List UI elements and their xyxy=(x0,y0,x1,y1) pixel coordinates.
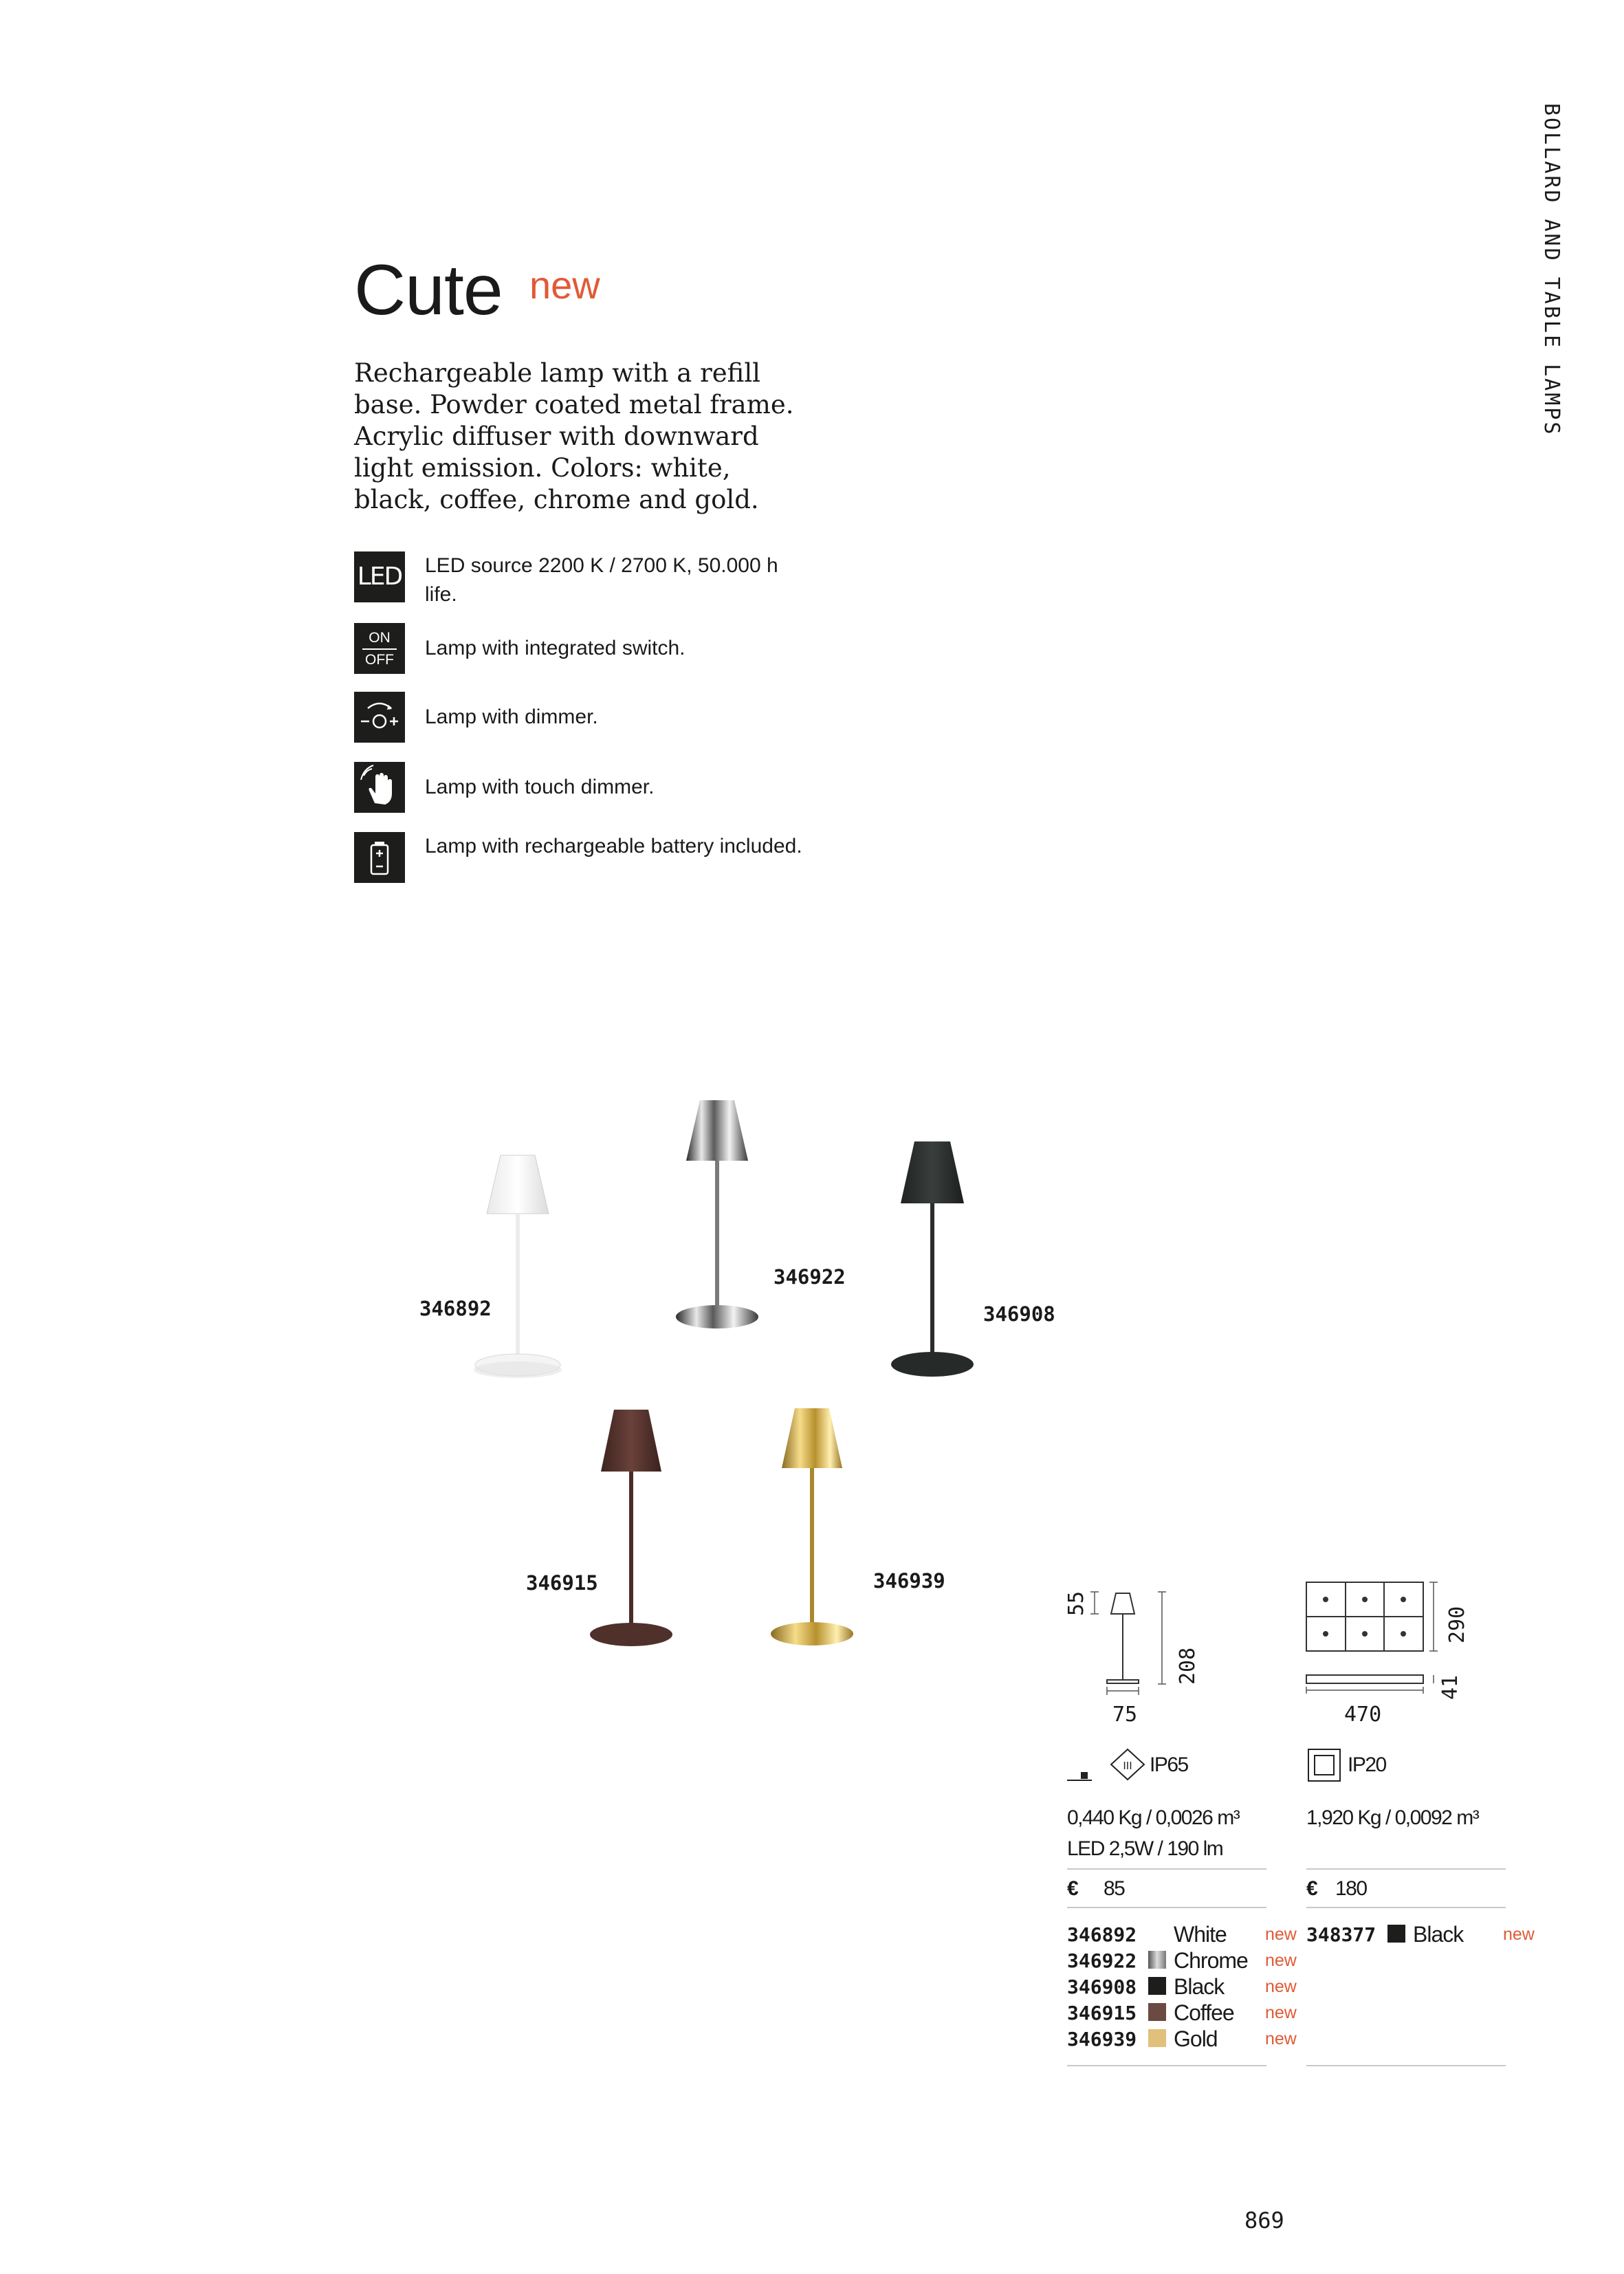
on-off-icon xyxy=(354,623,405,674)
svg-text:III: III xyxy=(1123,1760,1132,1772)
variant-new-badge: new xyxy=(1265,1951,1297,1970)
dim-shade-height: 55 xyxy=(1064,1590,1088,1616)
variant-color: Chrome xyxy=(1174,1948,1248,1973)
dim-base-thickness: 41 xyxy=(1438,1674,1462,1700)
lamp-chrome xyxy=(676,1100,758,1329)
feature-text: Lamp with touch dimmer. xyxy=(425,776,655,798)
led-icon xyxy=(354,551,405,602)
product-code-white: 346892 xyxy=(419,1297,492,1320)
divider xyxy=(1306,1907,1506,1908)
new-badge: new xyxy=(529,263,600,307)
lamp-variant-list xyxy=(1067,1922,1301,2059)
feature-touch-dimmer xyxy=(354,762,835,817)
variant-color: Black xyxy=(1174,1974,1225,1999)
product-code-coffee: 346915 xyxy=(526,1571,598,1595)
variant-color: Coffee xyxy=(1174,2000,1234,2025)
color-swatch-white xyxy=(1148,1925,1166,1943)
variant-new-badge: new xyxy=(1265,2029,1297,2048)
variant-code: 348377 xyxy=(1306,1923,1376,1946)
color-swatch-black xyxy=(1387,1925,1405,1943)
base-ip-rating: IP20 xyxy=(1348,1753,1386,1776)
lamp-power: LED 2,5W / 190 lm xyxy=(1067,1837,1223,1860)
list-item xyxy=(1067,1922,1301,1948)
base-weight-volume: 1,920 Kg / 0,0092 m³ xyxy=(1306,1806,1479,1829)
variant-new-badge: new xyxy=(1265,1925,1297,1944)
feature-battery xyxy=(354,832,835,887)
dim-base-height: 290 xyxy=(1445,1606,1469,1643)
list-item xyxy=(1306,1922,1540,1948)
page-title: Cute xyxy=(354,250,503,330)
lamp-coffee xyxy=(590,1410,672,1646)
dim-base-width: 470 xyxy=(1344,1703,1382,1727)
feature-text: Lamp with dimmer. xyxy=(425,706,598,728)
lamp-price-currency: € xyxy=(1067,1877,1078,1900)
section-label xyxy=(1540,103,1568,529)
dim-total-height: 208 xyxy=(1176,1647,1200,1685)
lamp-gold xyxy=(771,1408,853,1646)
variant-color: Black xyxy=(1413,1922,1464,1947)
lamp-black xyxy=(891,1141,974,1377)
product-description: Rechargeable lamp with a refill base. Powder coated metal frame. Acrylic diffuser with downward light emission. Colors: white, black, coffee, chrome and gold. xyxy=(354,358,794,514)
feature-dimmer xyxy=(354,692,835,747)
base-price: 180 xyxy=(1335,1877,1367,1900)
lamp-price: 85 xyxy=(1104,1877,1125,1900)
divider xyxy=(1067,2065,1266,2066)
variant-color: White xyxy=(1174,1922,1227,1947)
feature-text: LED source 2200 K / 2700 K, 50.000 h life. xyxy=(425,554,778,606)
divider xyxy=(1067,1868,1266,1870)
list-item xyxy=(1067,2026,1301,2053)
base-price-currency: € xyxy=(1306,1877,1317,1900)
product-photos xyxy=(413,1100,1100,1685)
color-swatch-black xyxy=(1148,1977,1166,1995)
dim-base-width: 75 xyxy=(1112,1703,1138,1727)
feature-led xyxy=(354,551,835,606)
list-item xyxy=(1067,1974,1301,2000)
variant-code: 346922 xyxy=(1067,1949,1137,1972)
section-label-text: BOLLARD AND TABLE LAMPS xyxy=(1539,103,1563,437)
variant-color: Gold xyxy=(1174,2026,1218,2051)
divider xyxy=(1067,1907,1266,1908)
led-icon-text: LED xyxy=(357,562,402,591)
product-code-gold: 346939 xyxy=(873,1569,945,1593)
divider xyxy=(1306,2065,1506,2066)
variant-code: 346908 xyxy=(1067,1976,1137,1998)
feature-text: Lamp with rechargeable battery included. xyxy=(425,835,802,857)
product-code-black: 346908 xyxy=(983,1302,1055,1326)
divider xyxy=(1306,1868,1506,1870)
lamp-ip-rating: IP65 xyxy=(1150,1753,1188,1776)
variant-code: 346915 xyxy=(1067,2002,1137,2024)
battery-icon xyxy=(354,832,405,883)
feature-text: Lamp with integrated switch. xyxy=(425,637,685,659)
product-code-chrome: 346922 xyxy=(773,1265,846,1289)
lamp-weight-volume: 0,440 Kg / 0,0026 m³ xyxy=(1067,1806,1240,1829)
color-swatch-chrome xyxy=(1148,1951,1166,1969)
off-label: OFF xyxy=(365,652,394,668)
color-swatch-coffee xyxy=(1148,2003,1166,2021)
list-item xyxy=(1067,2000,1301,2026)
variant-code: 346939 xyxy=(1067,2028,1137,2051)
on-label: ON xyxy=(369,630,391,646)
variant-new-badge: new xyxy=(1503,1925,1535,1944)
dimmer-icon xyxy=(354,692,405,743)
list-item xyxy=(1067,1948,1301,1974)
touch-dimmer-icon xyxy=(354,762,405,813)
variant-new-badge: new xyxy=(1265,2003,1297,2022)
variant-code: 346892 xyxy=(1067,1923,1137,1946)
base-variant-list xyxy=(1306,1922,1540,1949)
page-number: 869 xyxy=(1244,2207,1284,2233)
color-swatch-gold xyxy=(1148,2029,1166,2047)
ip65-icon xyxy=(1108,1747,1150,1781)
lamp-white xyxy=(474,1155,562,1378)
ip20-icon xyxy=(1306,1747,1345,1785)
variant-new-badge: new xyxy=(1265,1977,1297,1996)
feature-switch xyxy=(354,623,835,678)
